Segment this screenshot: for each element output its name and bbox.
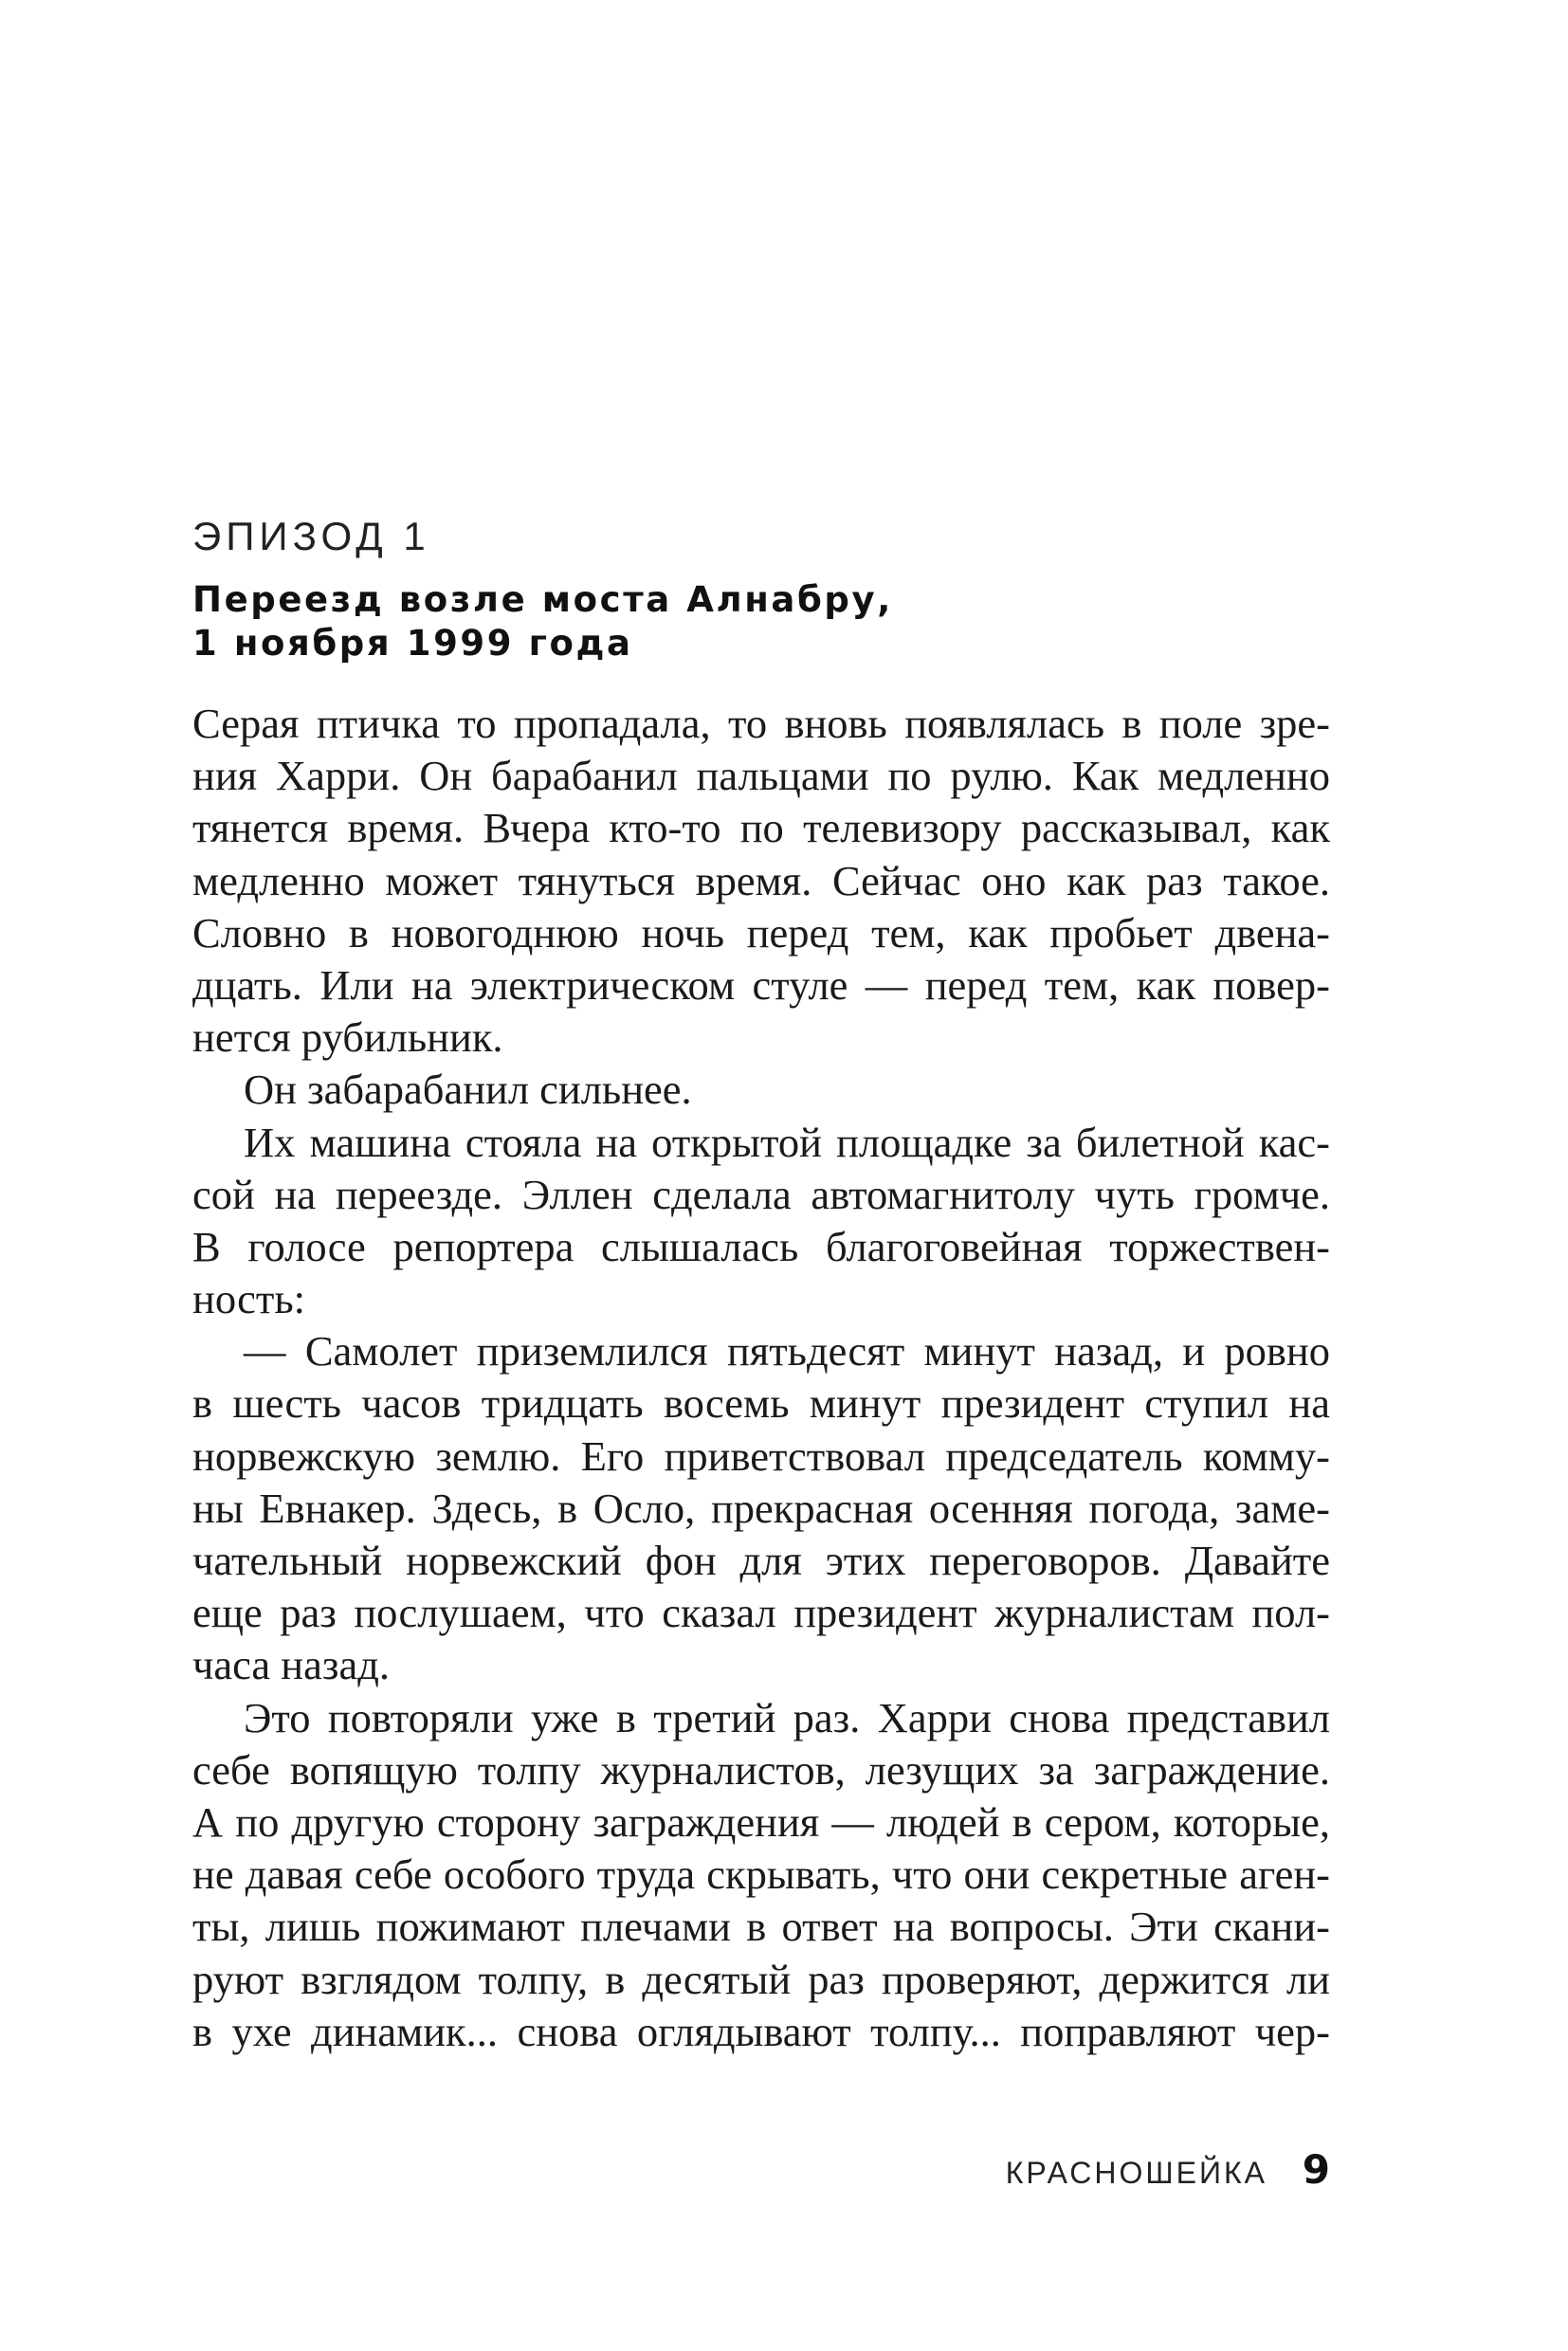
text-line: медленно может тянуться время. Сейчас оно как раз такое. [192, 856, 1330, 904]
text-line: в ухе динамик... снова оглядывают толпу... поправляют чер- [192, 2007, 1330, 2055]
text-line: ния Харри. Он барабанил пальцами по рулю. Как медленно [192, 752, 1330, 800]
text-line: А по другую сторону заграждения — людей в сером, которые, [192, 1797, 1330, 1846]
page-footer [967, 2148, 1330, 2205]
text-line: В голосе репортера слышалась благоговейная торжествен- [192, 1222, 1330, 1270]
text-line: дцать. Или на электрическом стуле — перед тем, как повер- [192, 960, 1330, 1009]
episode-heading: ЭПИЗОД 1 [192, 514, 430, 558]
text-line: ны Евнакер. Здесь, в Осло, прекрасная осенняя погода, заме- [192, 1484, 1330, 1532]
text-line: Их машина стояла на открытой площадке за билетной кас- [244, 1118, 1330, 1166]
text-line: себе вопящую толпу журналистов, лезущих за заграждение. [192, 1745, 1330, 1794]
body-text [192, 698, 1330, 2058]
running-title: КРАСНОШЕЙКА [1005, 2156, 1267, 2190]
text-line: руют взглядом толпу, в десятый раз проверяют, держится ли [192, 1955, 1330, 2003]
text-line: еще раз послушаем, что сказал президент журналистам пол- [192, 1589, 1330, 1637]
page-number: 9 [1302, 2146, 1330, 2193]
text-line: тянется время. Вчера кто-то по телевизору рассказывал, как [192, 804, 1330, 852]
text-line: чательный норвежский фон для этих переговоров. Давайте [192, 1537, 1330, 1584]
subheading-line-1: Переезд возле моста Алнабру, [192, 579, 893, 620]
text-line: в шесть часов тридцать восемь минут президент ступил на [192, 1379, 1330, 1428]
text-line: Он забарабанил сильнее. [244, 1066, 692, 1114]
episode-subheading [192, 578, 893, 665]
text-line: нется рубильник. [192, 1013, 503, 1062]
text-line: ты, лишь пожимают плечами в ответ на вопросы. Эти скани- [192, 1903, 1330, 1951]
text-line: не давая себе особого труда скрывать, что они секретные аген- [192, 1850, 1330, 1899]
text-line: часа назад. [192, 1641, 390, 1689]
text-line: — Самолет приземлился пятьдесят минут назад, и ровно [244, 1327, 1330, 1376]
text-line: Словно в новогоднюю ночь перед тем, как пробьет двена- [192, 908, 1330, 957]
text-line: норвежскую землю. Его приветствовал председатель комму- [192, 1431, 1330, 1480]
text-line: Это повторяли уже в третий раз. Харри снова представил [244, 1693, 1330, 1741]
text-line: Серая птичка то пропадала, то вновь появлялась в поле зре- [192, 700, 1330, 747]
text-line: сой на переезде. Эллен сделала автомагнитолу чуть громче. [192, 1170, 1330, 1218]
text-line: ность: [192, 1275, 306, 1323]
subheading-line-2: 1 ноября 1999 года [192, 623, 633, 664]
